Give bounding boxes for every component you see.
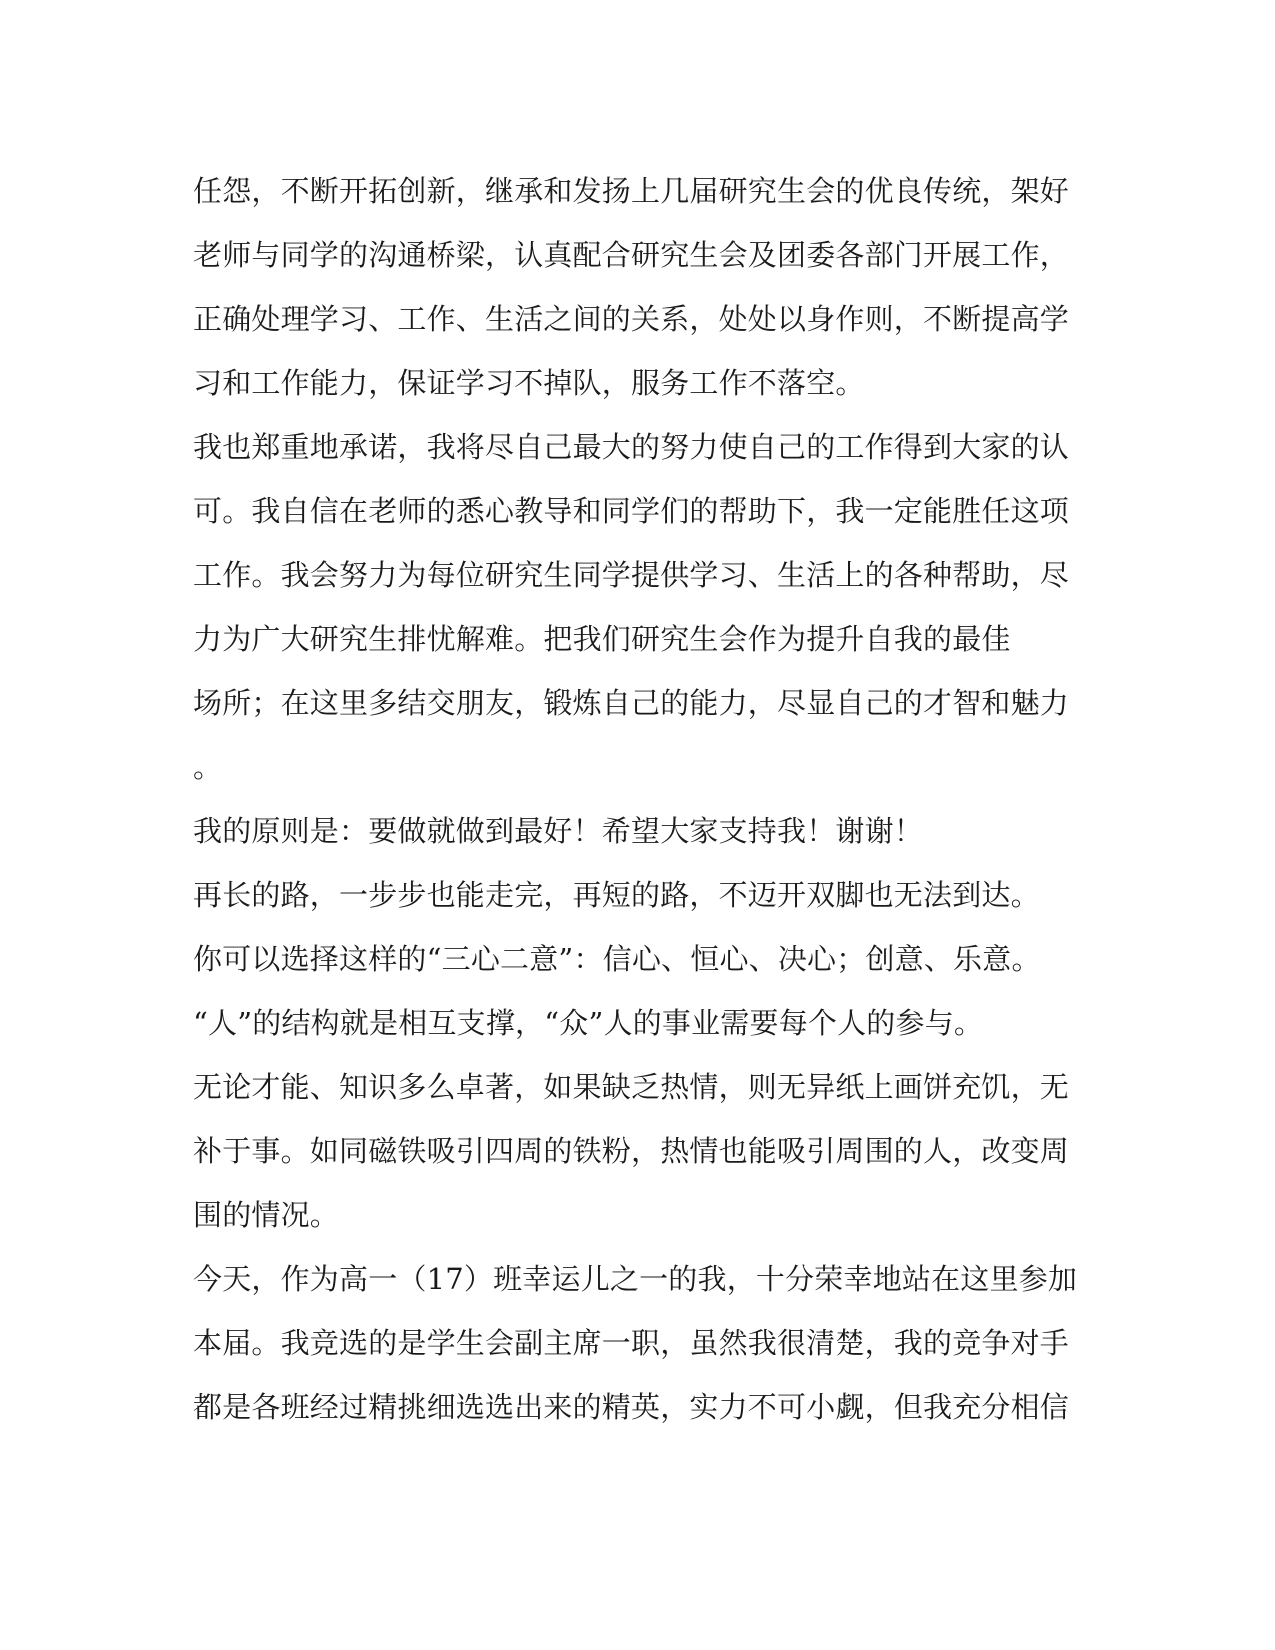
text-line: 围的情况。	[193, 1198, 340, 1232]
text-line: 任怨，不断开拓创新，继承和发扬上几届研究生会的优良传统，架好	[193, 174, 1070, 208]
document-body	[193, 159, 1078, 1439]
text-line: 正确处理学习、工作、生活之间的关系，处处以身作则，不断提高学	[193, 302, 1070, 336]
text-line: 补于事。如同磁铁吸引四周的铁粉，热情也能吸引周围的人，改变周	[193, 1134, 1070, 1168]
text-line: 。	[193, 750, 223, 784]
text-line: 无论才能、知识多么卓著，如果缺乏热情，则无异纸上画饼充饥，无	[193, 1070, 1070, 1104]
text-line: “人”的结构就是相互支撑，“众”人的事业需要每个人的参与。	[193, 1006, 984, 1040]
text-line: 老师与同学的沟通桥梁，认真配合研究生会及团委各部门开展工作，	[193, 238, 1070, 272]
text-line: 都是各班经过精挑细选选出来的精英，实力不可小觑，但我充分相信	[193, 1390, 1070, 1424]
text-line: 我的原则是：要做就做到最好！希望大家支持我！谢谢！	[193, 814, 924, 848]
text-line: 习和工作能力，保证学习不掉队，服务工作不落空。	[193, 366, 865, 400]
text-line: 场所；在这里多结交朋友，锻炼自己的能力，尽显自己的才智和魅力	[193, 686, 1070, 720]
text-line: 本届。我竞选的是学生会副主席一职，虽然我很清楚，我的竞争对手	[193, 1326, 1070, 1360]
text-line: 力为广大研究生排忧解难。把我们研究生会作为提升自我的最佳	[193, 622, 1011, 656]
text-line: 今天，作为高一（17）班幸运儿之一的我，十分荣幸地站在这里参加	[193, 1262, 1078, 1296]
text-line: 再长的路，一步步也能走完，再短的路，不迈开双脚也无法到达。	[193, 878, 1040, 912]
text-line: 我也郑重地承诺，我将尽自己最大的努力使自己的工作得到大家的认	[193, 430, 1070, 464]
text-line: 你可以选择这样的“三心二意”：信心、恒心、决心；创意、乐意。	[193, 942, 1041, 976]
text-line: 可。我自信在老师的悉心教导和同学们的帮助下，我一定能胜任这项	[193, 494, 1070, 528]
text-line: 工作。我会努力为每位研究生同学提供学习、生活上的各种帮助，尽	[193, 558, 1070, 592]
